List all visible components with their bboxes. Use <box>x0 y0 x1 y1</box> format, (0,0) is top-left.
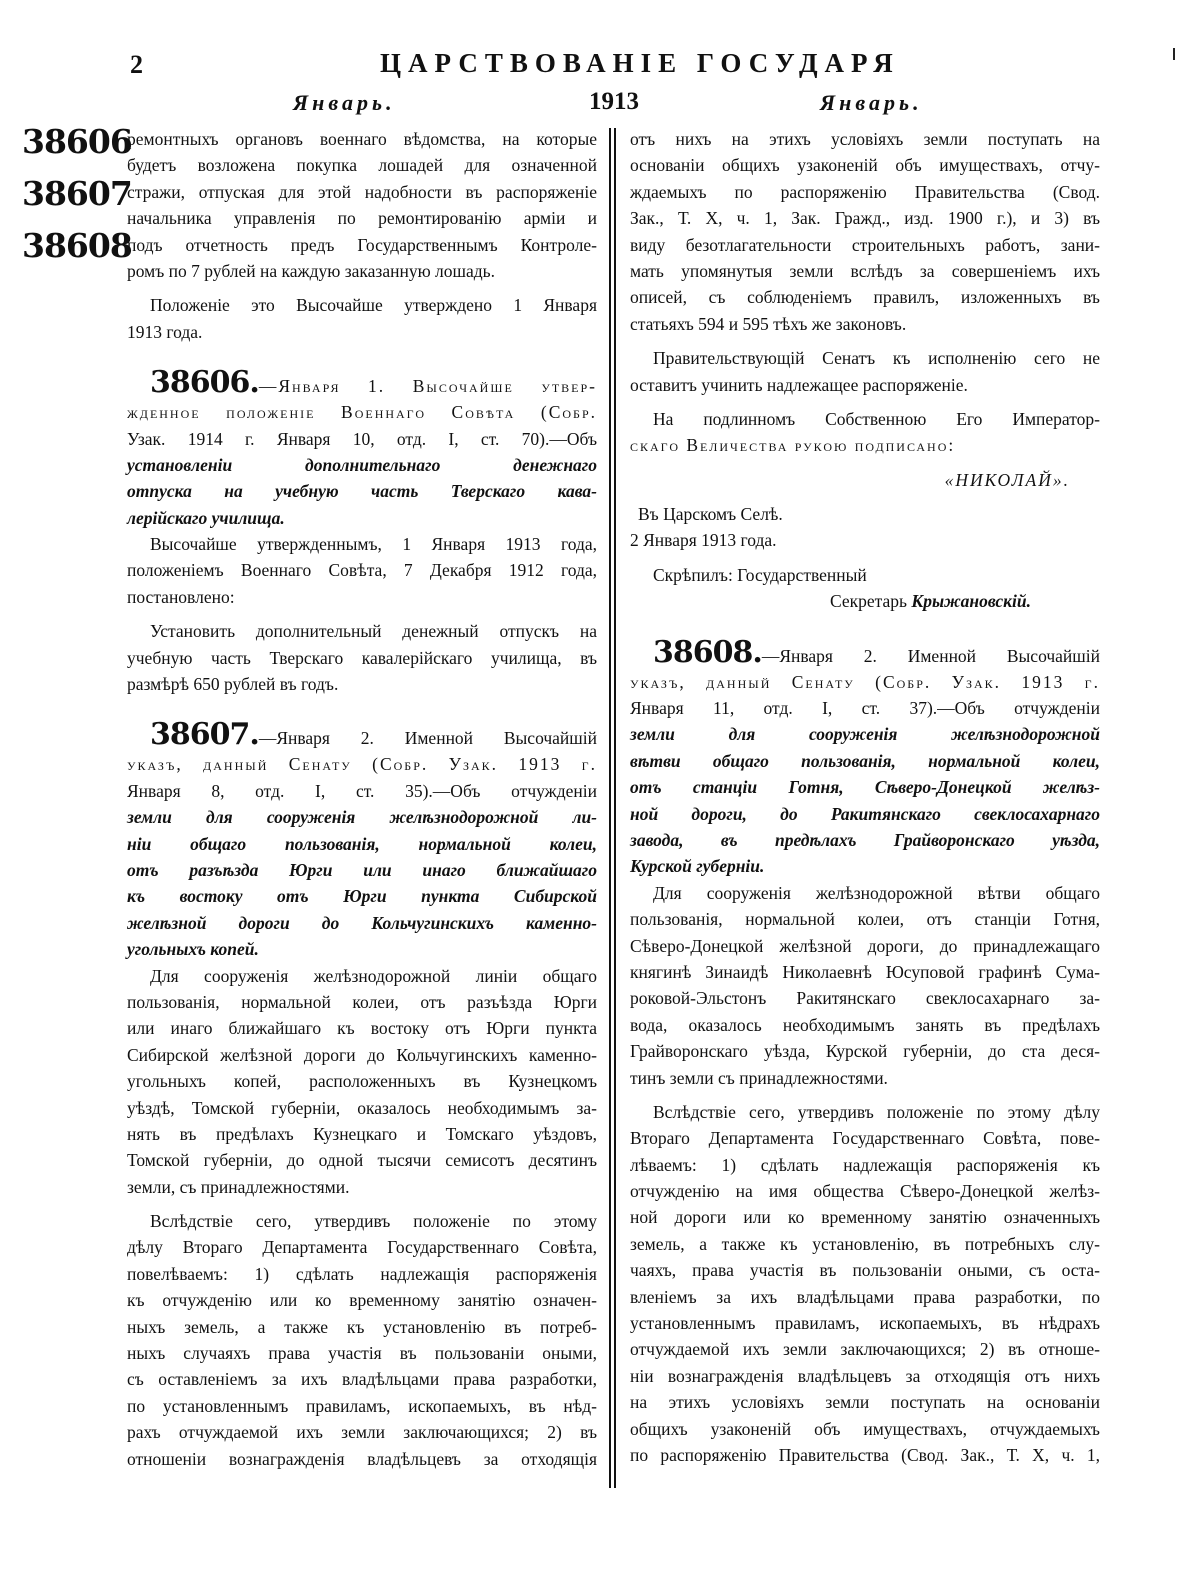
article-38607 <box>127 719 597 1472</box>
text-line: будетъ возложена покупка лошадей для означенной <box>127 155 597 176</box>
countersign-secretary <box>630 588 1100 614</box>
text-line: уѣздѣ, Томской губерніи, оказалось необходимымъ за- <box>127 1097 597 1118</box>
text-line: вленіемъ за ихъ владѣльцами права разработки, по <box>630 1286 1100 1307</box>
text-line: или инаго ближайшаго къ востоку отъ Юрги пункта <box>127 1018 597 1039</box>
text-line: Втораго Департамента Государственнаго Совѣта, пове- <box>630 1128 1100 1149</box>
text-line: стражи, отпуская для этой надобности въ распоряженіе <box>127 181 597 202</box>
text-line: по распоряженію Правительства (Свод. Зак., Т. X, ч. 1, <box>630 1444 1100 1465</box>
text-line: Января 11, отд. I, ст. 37).—Объ отчужденіи <box>630 698 1100 719</box>
text-span: Секретарь <box>830 591 912 612</box>
text-line: дѣлу Втораго Департамента Государственнаго Совѣта, <box>127 1237 597 1258</box>
text-line: Грайворонскаго уѣзда, Курской губерніи, до ста деся- <box>630 1041 1100 1062</box>
article-38606 <box>127 367 597 697</box>
month-left: Январь. <box>293 90 396 115</box>
print-mark <box>1173 48 1175 60</box>
signed-note <box>630 406 1100 459</box>
title-line: отъ разъѣзда Юрги или инаго ближайшаго <box>127 859 597 880</box>
title-line: ніи общаго пользованія, нормальной колеи, <box>127 833 597 854</box>
secretary-name: Крыжановскій. <box>911 591 1032 612</box>
title-line: желѣзной дороги до Кольчугинскихъ каменно- <box>127 912 597 933</box>
text-line: ніи вознагражденія владѣльцевъ за отходящія отъ нихъ <box>630 1365 1100 1386</box>
text-line: отчужденію на имя общества Сѣверо-Донецкой желѣз- <box>630 1181 1100 1202</box>
year: 1913 <box>589 88 639 115</box>
title-line: земли для сооруженія желѣзнодорожной ли- <box>127 807 597 828</box>
title-line: отъ станціи Готня, Сѣверо-Донецкой желѣз- <box>630 777 1100 798</box>
title-line: Курской губерніи. <box>630 856 765 877</box>
text-line: положеніемъ Военнаго Совѣта, 7 Декабря 1912 года, <box>127 560 597 581</box>
text-line: земель, а также къ установленію, въ потребныхъ слу- <box>630 1233 1100 1254</box>
title-line: завода, въ предѣлахъ Грайворонскаго уѣзда, <box>630 829 1100 850</box>
running-title: ЦАРСТВОВАНІЕ ГОСУДАРЯ <box>380 48 900 78</box>
article-heading-line <box>127 367 597 399</box>
text-line: рахъ отчуждаемой ихъ земли заключающихся; 2) въ <box>127 1422 597 1443</box>
text-line: ромъ по 7 рублей на каждую заказанную лошадь. <box>127 260 496 281</box>
month-right: Январь. <box>820 90 923 115</box>
article-number: 38606. <box>150 365 259 401</box>
text-line: Сибирской желѣзной дороги до Кольчугинскихъ каменно- <box>127 1044 597 1065</box>
text-line: съ оставленіемъ за ихъ владѣльцами права разработки, <box>127 1369 597 1390</box>
text-line: Правительствующій Сенатъ къ исполненію сего не <box>653 348 1100 369</box>
text-line: 1913 года. <box>127 321 203 342</box>
text-line: нять въ предѣлахъ Кузнецкаго и Томскаго уѣздовъ, <box>127 1123 597 1144</box>
text-line: отношеніи вознагражденія владѣльцевъ за отходящія <box>127 1448 597 1469</box>
text-line: ныхъ случаяхъ права участія въ пользованіи оными, <box>127 1343 597 1364</box>
text-line: пользованія, нормальной колеи, отъ разъѣзда Юрги <box>127 991 597 1012</box>
text-line: ной дороги или ко временному занятію означенныхъ <box>630 1207 1100 1228</box>
text-line: Установить дополнительный денежный отпускъ на <box>150 621 597 642</box>
text-line: отъ нихъ на этихъ условіяхъ земли поступать на <box>630 129 1100 149</box>
text-line: размѣрѣ 650 рублей въ годъ. <box>127 674 339 695</box>
text-line: по установленнымъ правиламъ, ископаемыхъ, въ нѣд- <box>127 1395 597 1416</box>
place-line: Въ Царскомъ Селѣ. <box>638 504 783 525</box>
text-span: —Января 2. Именной Высочайшій <box>258 728 597 749</box>
text-line: пользованія, нормальной колеи, отъ станціи Готня, <box>630 909 1100 930</box>
title-line: угольныхъ копей. <box>127 939 259 960</box>
article-heading-line <box>127 719 597 751</box>
title-line: лерійскаго училища. <box>127 507 285 528</box>
article-number: 38607. <box>150 717 259 753</box>
text-line: чаяхъ, права участія въ пользованіи оными, съ оста- <box>630 1260 1100 1281</box>
text-line: Высочайше утвержденнымъ, 1 Января 1913 года, <box>150 534 597 555</box>
text-line: княгинѣ Зинаидѣ Николаевнѣ Юсуповой графинѣ Сума- <box>630 961 1100 982</box>
article-heading-line <box>630 634 1100 670</box>
text-line: виду безотлагательности строительныхъ работъ, зани- <box>630 234 1100 255</box>
text-line: Для сооруженія желѣзнодорожной линіи общаго <box>150 965 597 986</box>
text-line: учебную часть Тверскаго кавалерійскаго училища, въ <box>127 647 597 668</box>
text-line: Вслѣдствіе сего, утвердивъ положеніе по этому <box>150 1211 597 1232</box>
title-line: вѣтви общаго пользованія, нормальной колеи, <box>630 750 1100 771</box>
title-line: установленіи дополнительнаго денежнаго <box>127 454 597 475</box>
text-line: Томской губерніи, до одной тысячи семисотъ десятинъ <box>127 1150 597 1171</box>
text-line: статьяхъ 594 и 595 тѣхъ же законовъ. <box>630 313 907 334</box>
text-line: начальника управленія по ремонтированію арміи и <box>127 208 597 229</box>
left-column <box>127 126 597 1472</box>
text-line: Положеніе это Высочайше утверждено 1 Января <box>150 295 597 316</box>
column-divider <box>609 128 616 1488</box>
article-38608 <box>630 634 1100 1469</box>
imperial-signature: «НИКОЛАЙ». <box>944 469 1070 490</box>
page-number: 2 <box>130 50 143 79</box>
text-line: оставитъ учинить надлежащее распоряженіе. <box>630 374 968 395</box>
continuation-paragraph <box>127 126 597 284</box>
text-line: постановлено: <box>127 586 235 607</box>
text-line: На подлинномъ Собственною Его Император- <box>653 408 1100 429</box>
text-line: мать упомянутыя земли вслѣдъ за совершеніемъ ихъ <box>630 260 1100 281</box>
text-line: земли, съ принадлежностями. <box>127 1176 350 1197</box>
text-line: основаніи общихъ узаконеній объ имуществахъ, отчу- <box>630 155 1100 176</box>
text-line: описей, съ соблюденіемъ правилъ, изложенныхъ въ <box>630 287 1100 308</box>
right-column <box>630 126 1100 1468</box>
text-line: роковой-Эльстонъ Ракитянскаго свеклосахарнаго за- <box>630 988 1100 1009</box>
text-line: вода, оказалось необходимымъ занять въ предѣлахъ <box>630 1014 1100 1035</box>
date-line: 2 Января 1913 года. <box>630 530 777 551</box>
approval-paragraph <box>127 292 597 345</box>
margin-number: 38608 <box>22 226 132 265</box>
text-line: Для сооруженія желѣзнодорожной вѣтви общаго <box>653 882 1100 903</box>
title-line: ной дороги, до Ракитянскаго свеклосахарнаго <box>630 803 1100 824</box>
text-span: —Января 1. Высочайше утвер- <box>258 376 597 397</box>
margin-number: 38607 <box>22 174 132 213</box>
text-line: Вслѣдствіе сего, утвердивъ положеніе по этому дѣлу <box>653 1101 1100 1122</box>
text-line: указъ, данный Сенату (Собр. Узак. 1913 г. <box>127 754 597 775</box>
continuation-paragraph <box>630 126 1100 337</box>
senate-order-paragraph <box>630 345 1100 398</box>
text-line: на этихъ условіяхъ земли поступать на основаніи <box>630 1392 1100 1413</box>
text-line: жденное положеніе Военнаго Совѣта (Собр. <box>127 402 597 423</box>
title-line: отпуска на учебную часть Тверскаго кава- <box>127 481 597 502</box>
text-line: Января 8, отд. I, ст. 35).—Объ отчужденіи <box>127 780 597 801</box>
text-span: —Января 2. Именной Высочайшій <box>761 645 1100 666</box>
text-line: установленнымъ правиламъ, ископаемыхъ, въ нѣдрахъ <box>630 1313 1100 1334</box>
countersign-line: Скрѣпилъ: Государственный <box>653 564 867 585</box>
text-line: Узак. 1914 г. Января 10, отд. I, ст. 70).—Объ <box>127 428 597 449</box>
text-line: Сѣверо-Донецкой желѣзной дороги, до принадлежащаго <box>630 935 1100 956</box>
text-line: къ отчужденію или ко временному занятію означен- <box>127 1290 597 1311</box>
text-line: Зак., Т. X, ч. 1, Зак. Гражд., изд. 1900 г.), и 3) въ <box>630 208 1100 229</box>
text-line: ныхъ земель, а также къ установленію въ потреб- <box>127 1316 597 1337</box>
title-line: къ востоку отъ Юрги пункта Сибирской <box>127 886 597 907</box>
text-line: угольныхъ копей, расположенныхъ въ Кузнецкомъ <box>127 1071 597 1092</box>
text-line: подъ отчетность предъ Государственнымъ Контроле- <box>127 234 597 255</box>
text-line: отчуждаемой ихъ земли заключающихся; 2) въ отноше- <box>630 1339 1100 1360</box>
text-line: тинъ земли съ принадлежностями. <box>630 1067 888 1088</box>
text-line: общихъ узаконеній объ имуществахъ, отчуждаемыхъ <box>630 1418 1100 1439</box>
text-line: указъ, данный Сенату (Собр. Узак. 1913 г. <box>630 671 1100 692</box>
text-line: лѣваемъ: 1) сдѣлать надлежащія распоряженія къ <box>630 1154 1100 1175</box>
text-line: скаго Величества рукою подписано: <box>630 435 956 456</box>
text-line: ремонтныхъ органовъ военнаго вѣдомства, на которые <box>127 129 597 149</box>
text-line: повелѣваемъ: 1) сдѣлать надлежащія распоряженія <box>127 1263 597 1284</box>
article-number: 38608. <box>653 634 762 670</box>
margin-number: 38606 <box>22 122 132 161</box>
text-line: ждаемыхъ по распоряженію Правительства (Свод. <box>630 181 1100 202</box>
title-line: земли для сооруженія желѣзнодорожной <box>630 724 1100 745</box>
